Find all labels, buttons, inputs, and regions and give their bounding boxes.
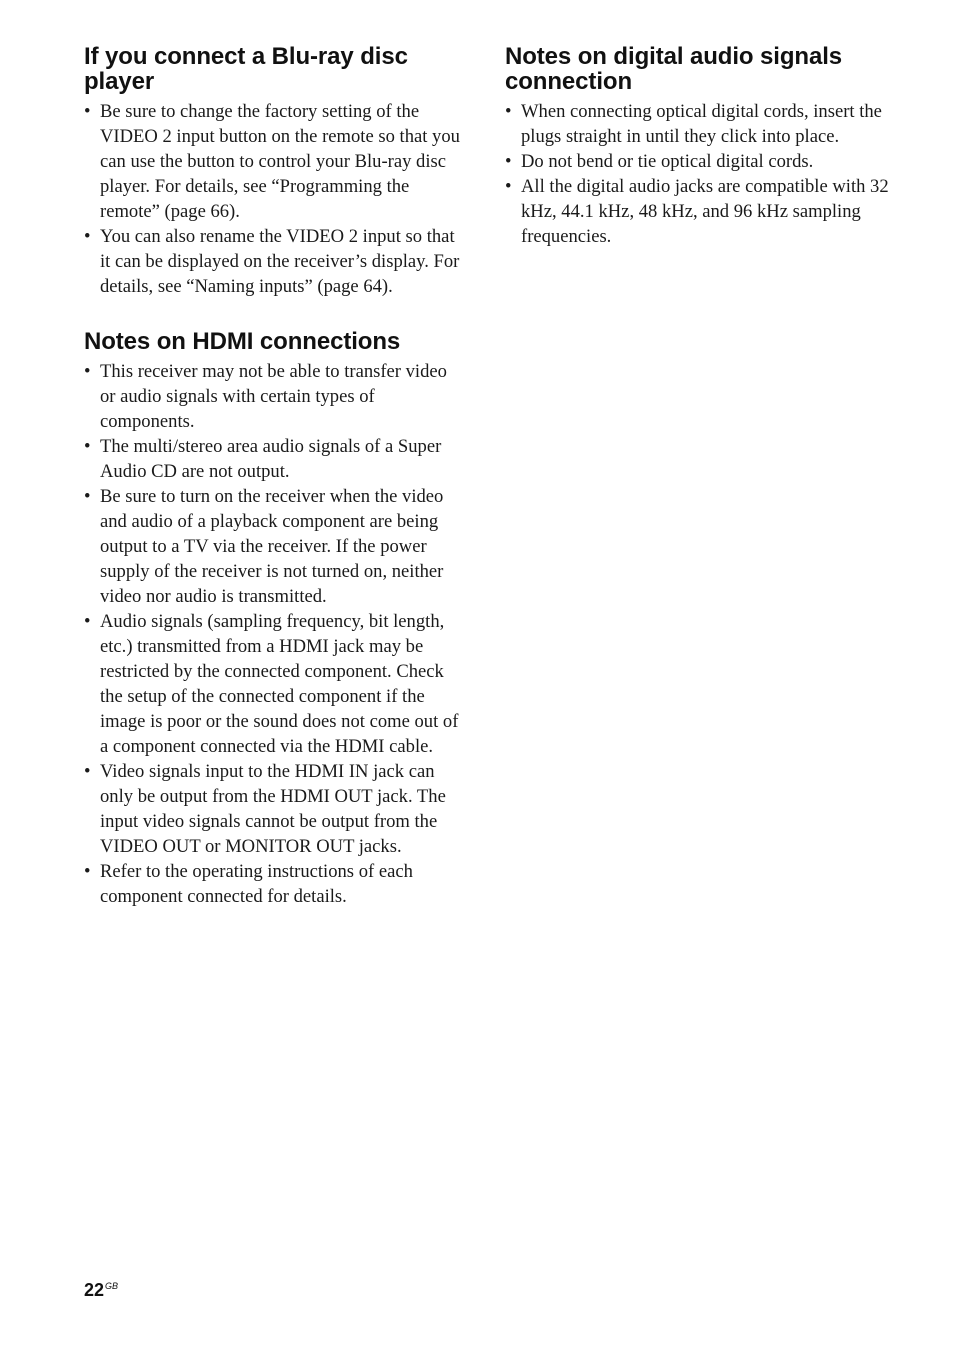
section-heading-digital-audio: Notes on digital audio signals connection <box>505 43 843 95</box>
list-item: • When connecting optical digital cords, insert the plugs straight in until they click into place. <box>505 99 890 149</box>
list-item: • Video signals input to the HDMI IN jack can only be output from the HDMI OUT jack. The input video signals cannot be output from the VIDEO OUT or MONITOR OUT jacks. <box>84 759 464 859</box>
list-item: • You can also rename the VIDEO 2 input so that it can be displayed on the receiver’s display. For details, see “Naming inputs” (page 64). <box>84 224 464 299</box>
list-item: • Do not bend or tie optical digital cords. <box>505 149 890 174</box>
bluray-section <box>84 44 464 299</box>
list-item: • This receiver may not be able to transfer video or audio signals with certain types of components. <box>84 359 464 434</box>
hdmi-section <box>84 329 464 909</box>
list-item: • Be sure to turn on the receiver when the video and audio of a playback component are being output to a TV via the receiver. If the power supply of the receiver is not turned on, neither video nor audio is transmitted. <box>84 484 464 609</box>
list-item: • Refer to the operating instructions of each component connected for details. <box>84 859 464 909</box>
list-item: • Audio signals (sampling frequency, bit length, etc.) transmitted from a HDMI jack may be restricted by the connected component. Check the setup of the connected component if the image is poor or the sound does not come out of a component connected via the HDMI cable. <box>84 609 464 759</box>
section-heading-hdmi: Notes on HDMI connections <box>84 328 401 355</box>
bullet-list <box>84 99 464 299</box>
region-code: GB <box>105 1281 119 1291</box>
bullet-list <box>505 99 890 249</box>
right-column <box>505 44 890 279</box>
list-item: • The multi/stereo area audio signals of a Super Audio CD are not output. <box>84 434 464 484</box>
page-number-value: 22 <box>84 1280 105 1300</box>
list-item: • All the digital audio jacks are compatible with 32 kHz, 44.1 kHz, 48 kHz, and 96 kHz sampling frequencies. <box>505 174 890 249</box>
section-heading-bluray: If you connect a Blu-ray disc player <box>84 43 408 95</box>
bullet-list <box>84 359 464 909</box>
left-column <box>84 44 464 939</box>
digital-audio-section <box>505 44 890 249</box>
list-item: • Be sure to change the factory setting of the VIDEO 2 input button on the remote so that you can use the button to control your Blu-ray disc player. For details, see “Programming the remote” (page 66). <box>84 99 464 224</box>
page-number <box>84 1280 118 1301</box>
